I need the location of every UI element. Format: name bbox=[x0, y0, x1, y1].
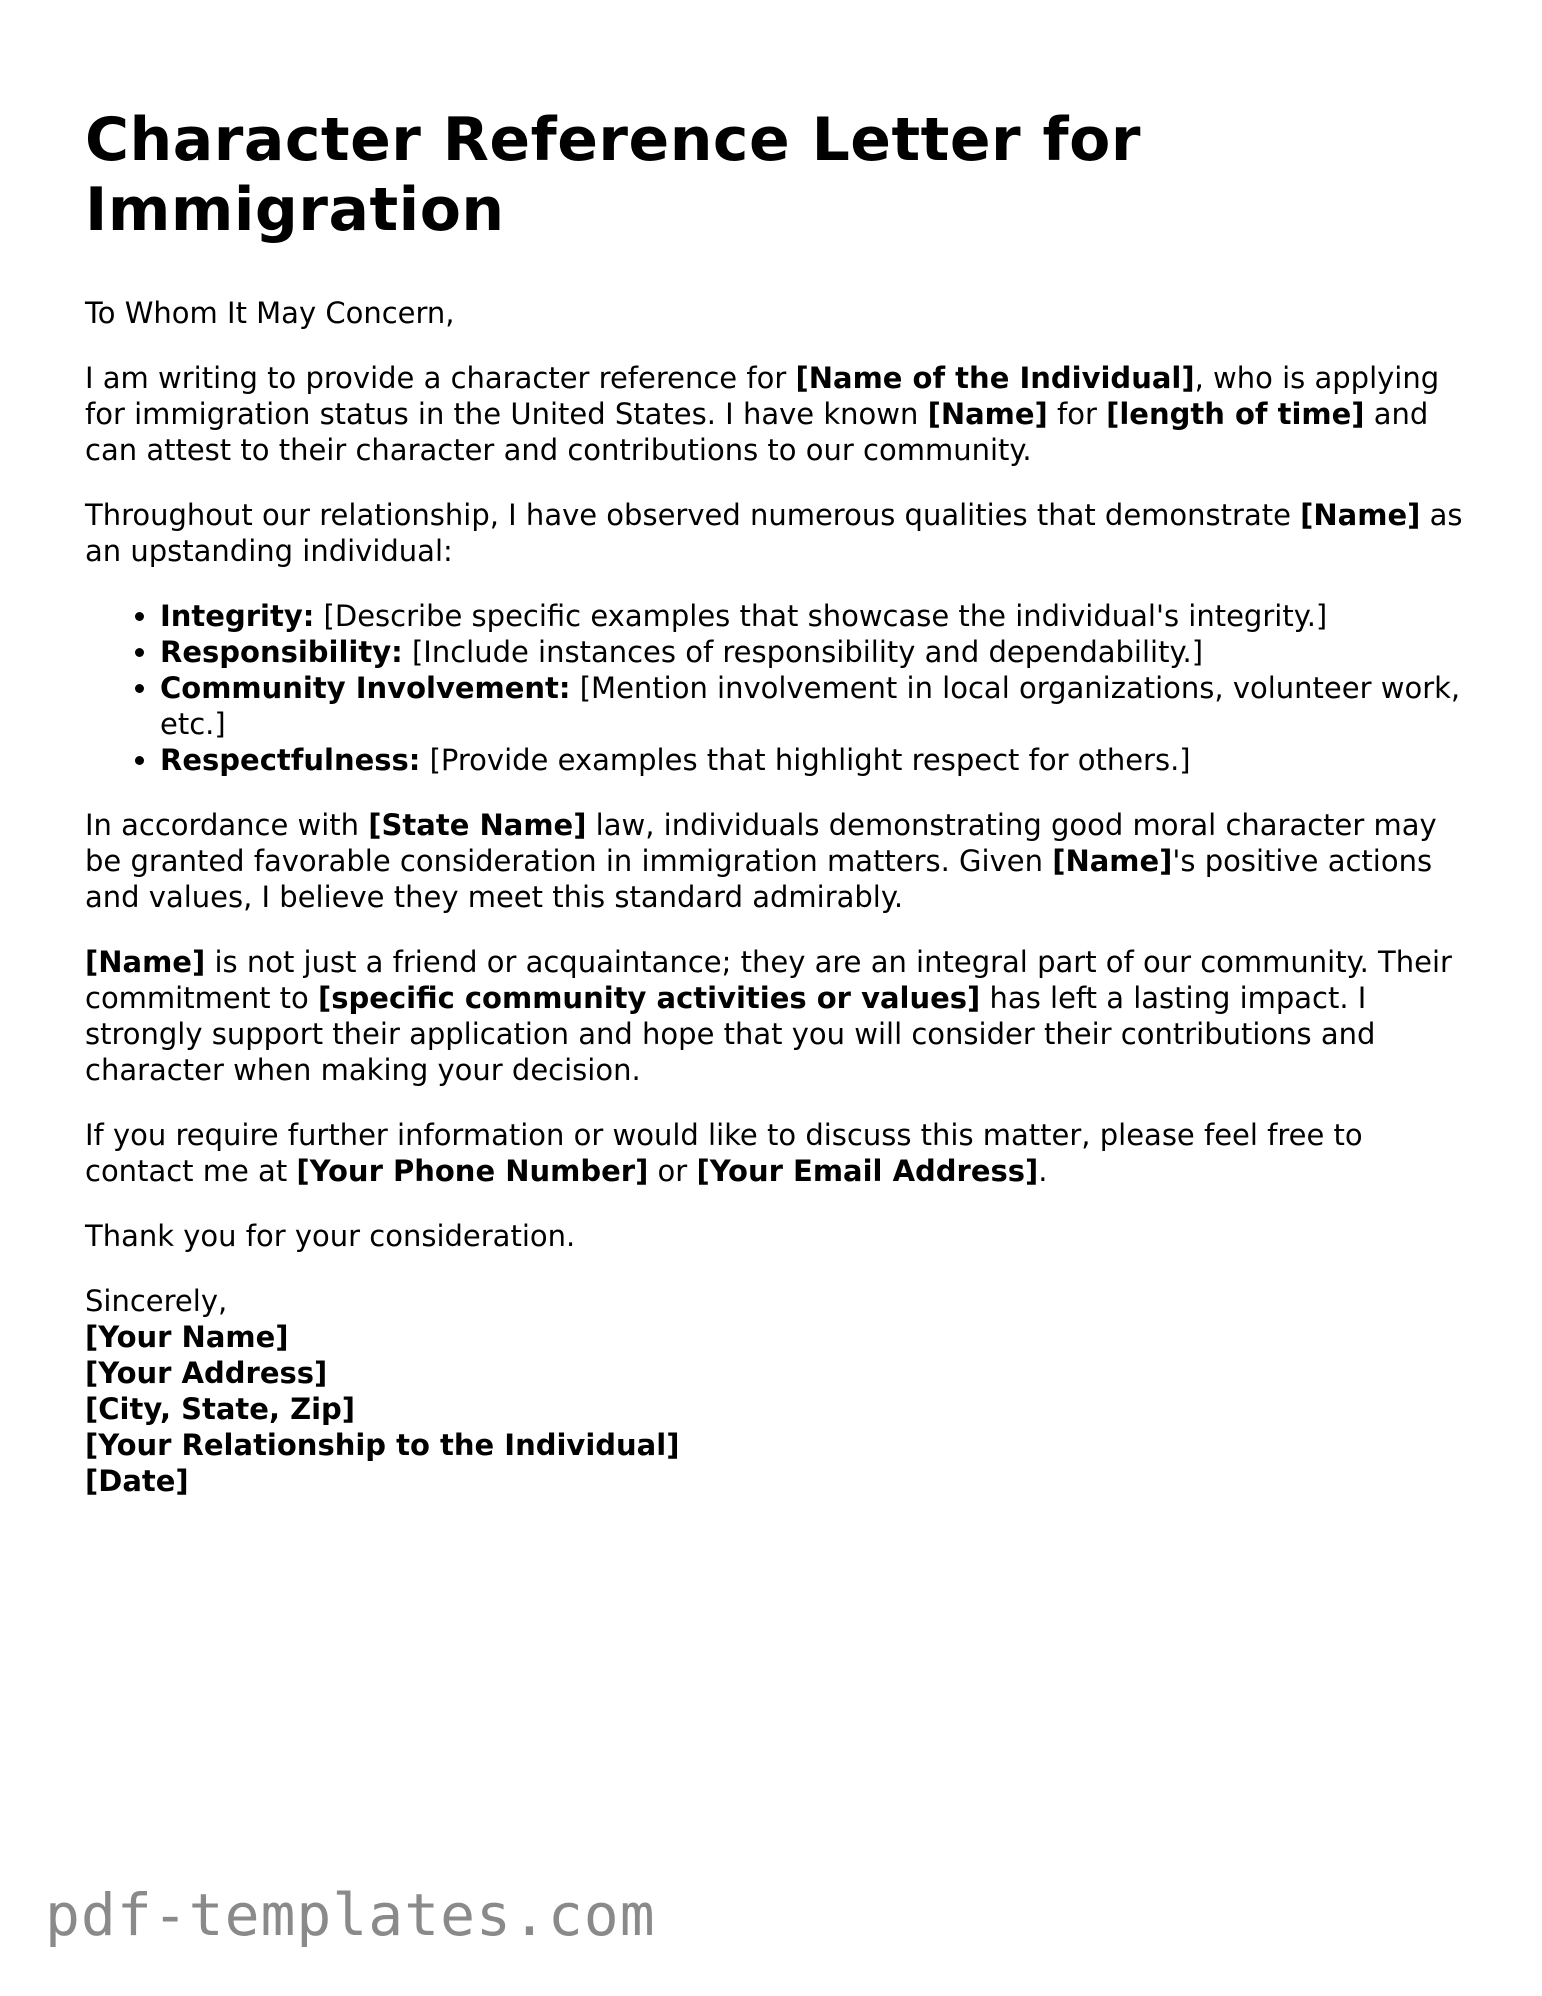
placeholder-name: [Name] bbox=[927, 397, 1048, 431]
signature-relationship bbox=[85, 1427, 1465, 1463]
placeholder-name: [Name] bbox=[1300, 498, 1421, 532]
quality-label: Community Involvement: bbox=[160, 671, 571, 705]
list-item bbox=[160, 634, 1465, 670]
salutation: To Whom It May Concern, bbox=[85, 296, 455, 330]
placeholder-date: [Date] bbox=[85, 1464, 189, 1498]
letter-page bbox=[85, 105, 1465, 1499]
text: , who is applying for immigration status in the United States. I have known bbox=[85, 361, 1440, 431]
text: law, individuals demonstrating good moral character may be granted favorable consideration in immigration matters. Given bbox=[85, 808, 1437, 878]
text: and can attest to their character and contributions to our community. bbox=[85, 397, 1429, 467]
quality-text: [Describe specific examples that showcase the individual's integrity.] bbox=[314, 599, 1328, 633]
text: If you require further information or would like to discuss this matter, please feel free to contact me at bbox=[85, 1118, 1363, 1188]
signature-address bbox=[85, 1355, 1465, 1391]
placeholder-your-address: [Your Address] bbox=[85, 1356, 328, 1390]
placeholder-community-activities: [specific community activities or values] bbox=[318, 981, 981, 1015]
quality-label: Responsibility: bbox=[160, 635, 403, 669]
placeholder-city-state-zip: [City, State, Zip] bbox=[85, 1392, 356, 1426]
community-paragraph bbox=[85, 944, 1465, 1088]
signature-name bbox=[85, 1319, 1465, 1355]
qualities-list bbox=[85, 598, 1465, 778]
text: . bbox=[1038, 1154, 1048, 1188]
list-item bbox=[160, 598, 1465, 634]
placeholder-email-address: [Your Email Address] bbox=[696, 1154, 1039, 1188]
quality-label: Respectfulness: bbox=[160, 743, 421, 777]
placeholder-state-name: [State Name] bbox=[368, 808, 587, 842]
signature-block bbox=[85, 1283, 1465, 1499]
contact-paragraph bbox=[85, 1117, 1465, 1189]
signature-city bbox=[85, 1391, 1465, 1427]
text: for bbox=[1047, 397, 1107, 431]
law-paragraph bbox=[85, 807, 1465, 915]
thanks-paragraph: Thank you for your consideration. bbox=[85, 1219, 576, 1253]
text: as an upstanding individual: bbox=[85, 498, 1463, 568]
placeholder-name: [Name] bbox=[85, 945, 206, 979]
text: or bbox=[648, 1154, 697, 1188]
text: In accordance with bbox=[85, 808, 369, 842]
placeholder-your-name: [Your Name] bbox=[85, 1320, 289, 1354]
placeholder-name: [Name] bbox=[1052, 844, 1173, 878]
quality-label: Integrity: bbox=[160, 599, 315, 633]
placeholder-phone-number: [Your Phone Number] bbox=[296, 1154, 649, 1188]
intro-paragraph bbox=[85, 360, 1465, 468]
qualities-intro-paragraph bbox=[85, 497, 1465, 569]
placeholder-relationship: [Your Relationship to the Individual] bbox=[85, 1428, 680, 1462]
list-item bbox=[160, 670, 1465, 742]
list-item bbox=[160, 742, 1465, 778]
quality-text: [Provide examples that highlight respect for others.] bbox=[420, 743, 1191, 777]
closing: Sincerely, bbox=[85, 1284, 228, 1318]
text: I am writing to provide a character reference for bbox=[85, 361, 796, 395]
quality-text: [Include instances of responsibility and dependability.] bbox=[402, 635, 1204, 669]
watermark: pdf-templates.com bbox=[45, 1881, 656, 1949]
text: has left a lasting impact. I strongly support their application and hope that you will consider their contributions and character when making your decision. bbox=[85, 981, 1376, 1087]
signature-date bbox=[85, 1463, 1465, 1499]
text: is not just a friend or acquaintance; they are an integral part of our community. Their commitment to bbox=[85, 945, 1452, 1015]
placeholder-length-of-time: [length of time] bbox=[1106, 397, 1365, 431]
text: 's positive actions and values, I believe they meet this standard admirably. bbox=[85, 844, 1433, 914]
quality-text: [Mention involvement in local organizations, volunteer work, etc.] bbox=[160, 671, 1461, 741]
placeholder-individual-name: [Name of the Individual] bbox=[795, 361, 1195, 395]
text: Throughout our relationship, I have observed numerous qualities that demonstrate bbox=[85, 498, 1301, 532]
page-title: Character Reference Letter for Immigration bbox=[85, 105, 1141, 245]
